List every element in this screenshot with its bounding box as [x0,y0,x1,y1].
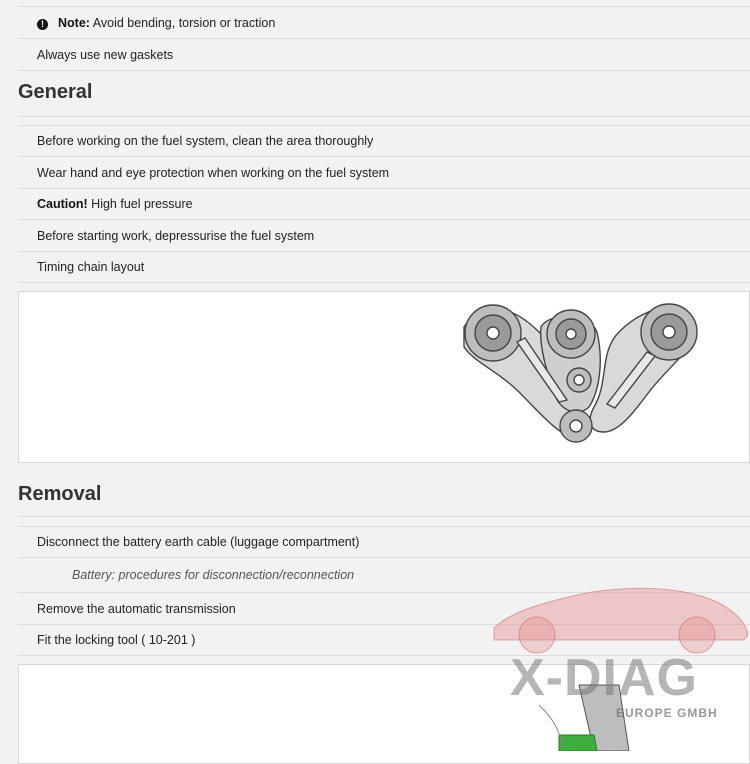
general-item-3 [18,220,750,252]
removal-item-1 [18,526,750,558]
general-item-4 [18,252,750,283]
general-item-1-text: Before working on the fuel system, clean the area thoroughly [37,134,374,148]
general-title: General [18,81,93,103]
general-item-3-text: Before starting work, depressurise the fuel system [37,228,315,243]
general-item-1 [18,125,750,157]
battery-procedure-link[interactable]: Battery: procedures for disconnection/reconnection [72,568,355,582]
caution-text: High fuel pressure [91,197,193,211]
exclamation-icon: ! [37,19,48,30]
general-item-2-text: Wear hand and eye protection when working on the fuel system [37,165,390,180]
note-text: Avoid bending, torsion or traction [92,15,276,30]
removal-item-3-text: Fit the locking tool ( 10-201 ) [37,633,196,647]
caution-label: Caution! [37,197,88,211]
general-item-2 [18,157,750,189]
timing-chain-diagram [19,292,750,464]
general-item-4-text: Timing chain layout [37,260,145,274]
removal-item-1-text: Disconnect the battery earth cable (luggage compartment) [37,535,360,549]
removal-title: Removal [18,483,102,505]
general-heading [18,71,750,117]
note-row [18,6,750,39]
caution-row [18,189,750,220]
timing-chain-figure [18,291,750,463]
xdiag-watermark-text: X-DIAG [510,649,698,707]
removal-heading [18,471,750,517]
removal-item-2-text: Remove the automatic transmission [37,601,236,616]
gaskets-text: Always use new gaskets [37,47,174,62]
xdiag-watermark-sub: EUROPE GMBH [616,706,718,720]
note-label: Note: [58,15,90,30]
gaskets-row [18,39,750,71]
